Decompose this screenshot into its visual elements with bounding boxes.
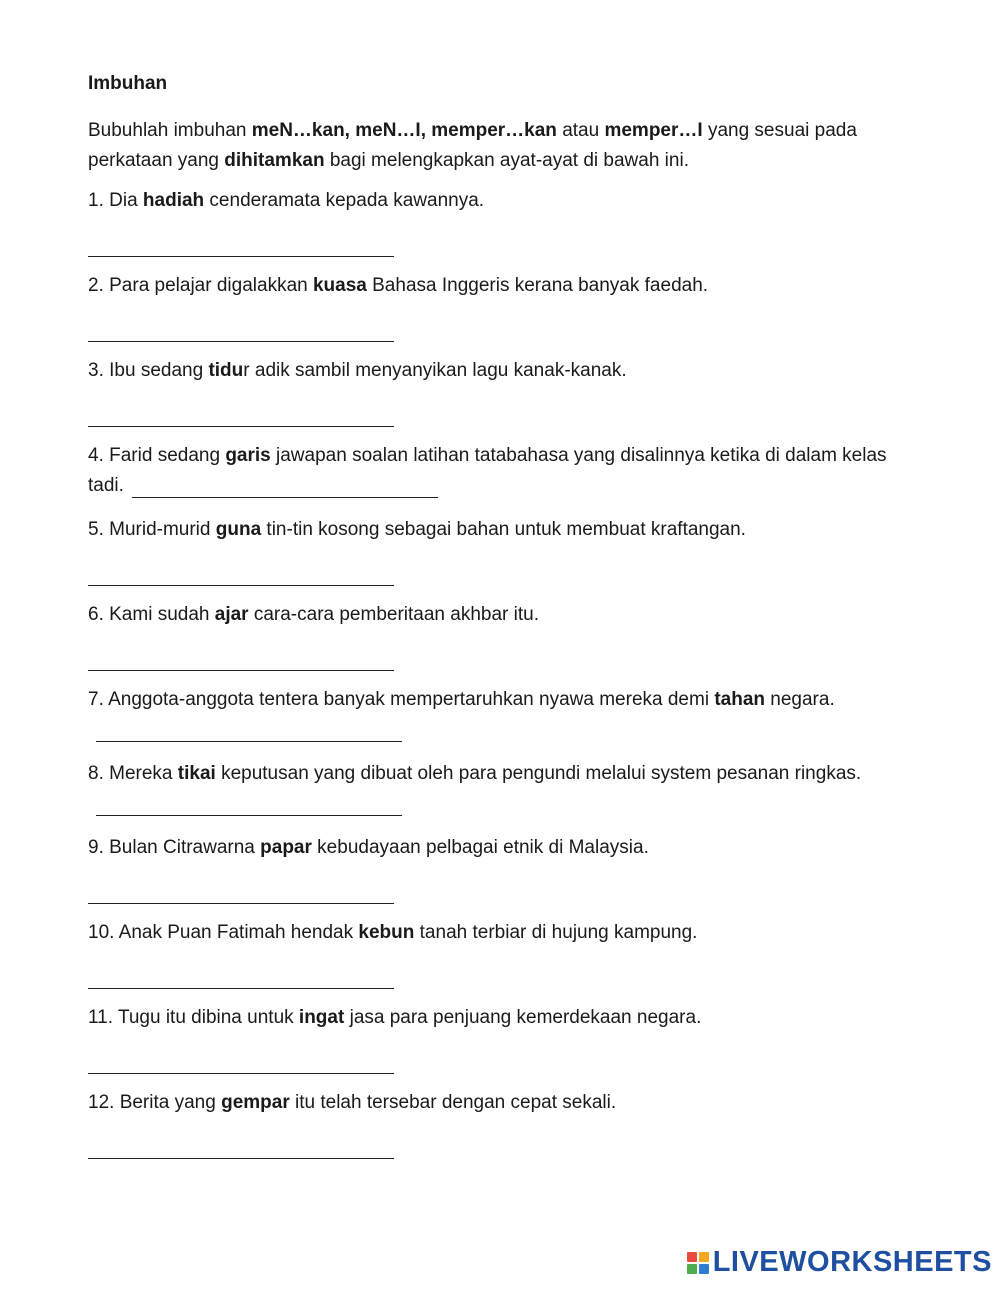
question-12 [88, 1088, 918, 1159]
question-text: 10. Anak Puan Fatimah hendak [88, 922, 359, 943]
liveworksheets-logo-icon [687, 1252, 709, 1274]
question-text: tin-tin kosong sebagai bahan untuk membuat kraftangan. [261, 519, 746, 540]
question-9 [88, 833, 918, 904]
question-text: tanah terbiar di hujung kampung. [414, 922, 698, 943]
instructions-text-2: atau [556, 120, 605, 141]
question-5-text [88, 515, 918, 545]
question-3-text [88, 356, 918, 386]
question-bold-word: guna [215, 519, 262, 540]
question-text: cenderamata kepada kawannya. [204, 190, 485, 211]
question-text: kebudayaan pelbagai etnik di Malaysia. [311, 837, 649, 858]
question-bold-word: kuasa [312, 275, 367, 296]
question-bold-word: gempar [221, 1092, 290, 1113]
question-bold-word: ingat [298, 1007, 345, 1028]
question-text: 11. Tugu itu dibina untuk [88, 1007, 299, 1028]
question-6-text [88, 600, 918, 630]
question-text: 9. Bulan Citrawarna [88, 837, 261, 858]
answer-input-9[interactable] [88, 873, 394, 904]
instructions-text-3: yang sesuai pada perkataan yang [88, 120, 857, 171]
question-text: 8. Mereka [88, 763, 178, 784]
question-bold-word: tikai [177, 763, 216, 784]
question-8-text [88, 759, 918, 819]
question-bold-word: ajar [214, 604, 249, 625]
answer-input-11[interactable] [88, 1043, 394, 1074]
question-text: r adik sambil menyanyikan lagu kanak-kanak. [243, 360, 627, 381]
logo-block-v [687, 1264, 697, 1274]
instructions-affix-2: memper…I [604, 120, 703, 141]
question-10 [88, 918, 918, 989]
question-2-text [88, 271, 918, 301]
answer-input-4[interactable] [132, 475, 438, 498]
question-7 [88, 685, 918, 745]
question-6 [88, 600, 918, 671]
question-bold-word: hadiah [142, 190, 205, 211]
question-text: jasa para penjuang kemerdekaan negara. [344, 1007, 702, 1028]
question-4-text [88, 441, 918, 501]
question-text: Bahasa Inggeris kerana banyak faedah. [366, 275, 709, 296]
question-1-text [88, 186, 918, 216]
question-text: 7. Anggota-anggota tentera banyak mempertaruhkan nyawa mereka demi [88, 689, 715, 710]
question-text: cara-cara pemberitaan akhbar itu. [248, 604, 539, 625]
answer-input-2[interactable] [88, 311, 394, 342]
instructions-text-1: Bubuhlah imbuhan [88, 120, 252, 141]
question-bold-word: tahan [714, 689, 766, 710]
question-text: 3. Ibu sedang [88, 360, 209, 381]
instructions [88, 116, 918, 176]
worksheet-title: Imbuhan [88, 73, 168, 94]
logo-block-i [699, 1252, 709, 1262]
question-10-text [88, 918, 918, 948]
question-bold-word: kebun [358, 922, 415, 943]
logo-block-l [687, 1252, 697, 1262]
question-text: 4. Farid sedang [88, 445, 226, 466]
answer-input-8[interactable] [96, 793, 402, 816]
question-text: 1. Dia [88, 190, 143, 211]
question-1 [88, 186, 918, 257]
question-text: 6. Kami sudah [88, 604, 215, 625]
question-5 [88, 515, 918, 586]
liveworksheets-logo [687, 1246, 992, 1279]
worksheet [88, 70, 918, 1173]
answer-input-5[interactable] [88, 555, 394, 586]
question-text: jawapan soalan latihan tatabahasa yang disalinnya ketika di dalam kelas tadi. [88, 445, 887, 496]
question-12-text [88, 1088, 918, 1118]
instructions-text-4: bagi melengkapkan ayat-ayat di bawah ini. [324, 150, 689, 171]
answer-input-3[interactable] [88, 396, 394, 427]
question-text: 2. Para pelajar digalakkan [88, 275, 313, 296]
question-bold-word: papar [260, 837, 312, 858]
question-11 [88, 1003, 918, 1074]
question-bold-word: garis [225, 445, 271, 466]
question-4 [88, 441, 918, 501]
answer-input-1[interactable] [88, 226, 394, 257]
question-2 [88, 271, 918, 342]
logo-text: LIVEWORKSHEETS [712, 1246, 992, 1278]
answer-input-12[interactable] [88, 1128, 394, 1159]
question-9-text [88, 833, 918, 863]
question-text: negara. [765, 689, 835, 710]
logo-block-e [699, 1264, 709, 1274]
question-7-text [88, 685, 918, 745]
question-11-text [88, 1003, 918, 1033]
question-text: 12. Berita yang [88, 1092, 222, 1113]
question-text: itu telah tersebar dengan cepat sekali. [289, 1092, 617, 1113]
question-bold-word: tidu [208, 360, 244, 381]
answer-input-7[interactable] [96, 719, 402, 742]
question-8 [88, 759, 918, 819]
answer-input-6[interactable] [88, 640, 394, 671]
question-3 [88, 356, 918, 427]
instructions-bold-word: dihitamkan [224, 150, 325, 171]
question-text: keputusan yang dibuat oleh para pengundi melalui system pesanan ringkas. [215, 763, 862, 784]
answer-input-10[interactable] [88, 958, 394, 989]
question-text: 5. Murid-murid [88, 519, 216, 540]
instructions-affix-1: meN…kan, meN…I, memper…kan [251, 120, 557, 141]
